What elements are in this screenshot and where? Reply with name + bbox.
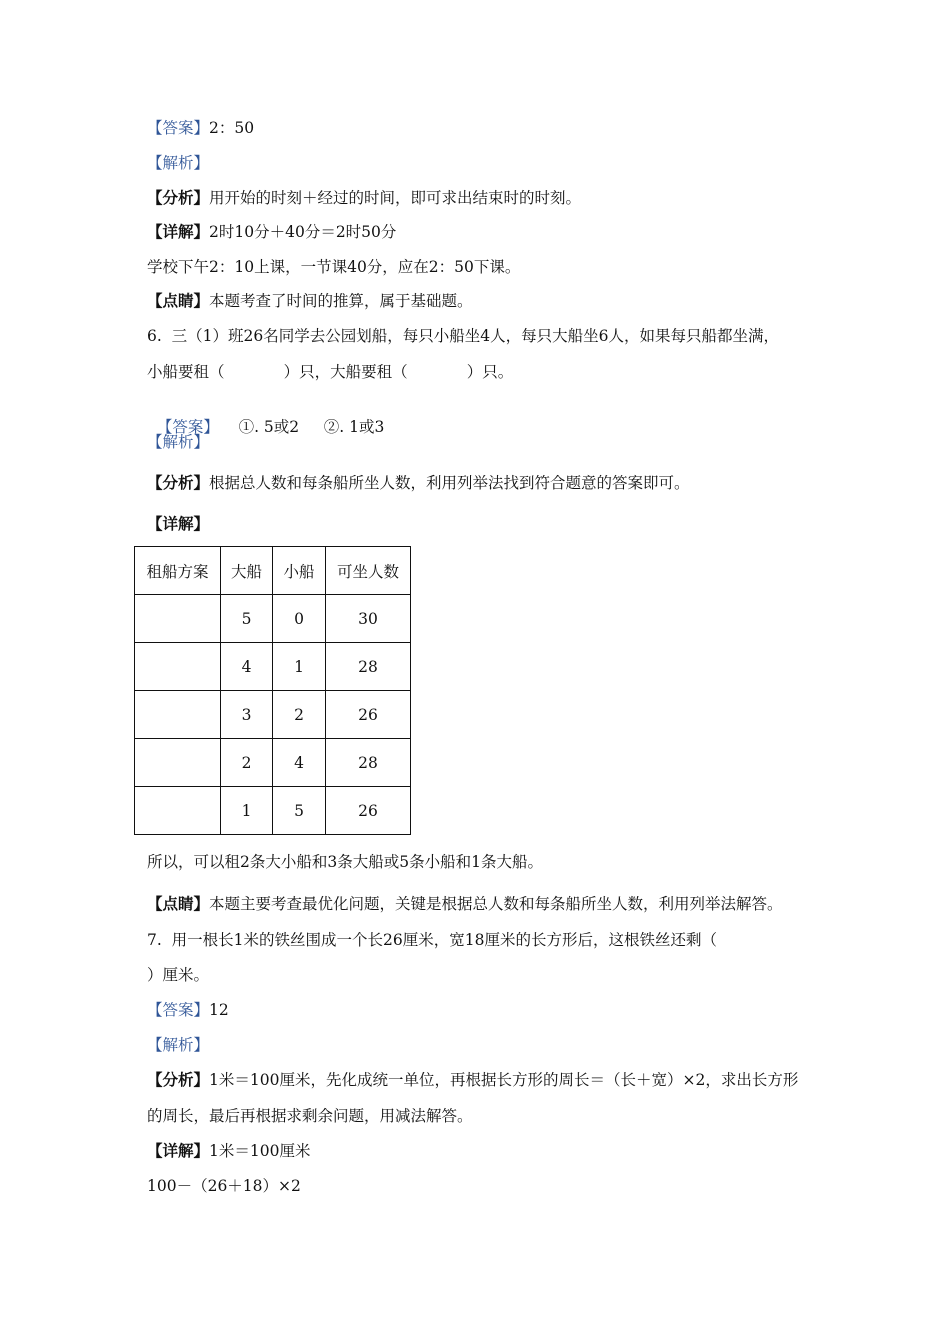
- q7-jiexi: 【解析】: [147, 1036, 210, 1054]
- q7-fenxi-line2: 的周长，最后再根据求剩余问题，用减法解答。: [147, 1107, 473, 1125]
- q6-dianjing-line: [147, 894, 783, 914]
- table-cell: [135, 787, 221, 835]
- q6-fenxi-line: [147, 473, 690, 493]
- table-row: [135, 595, 411, 643]
- q6-answer-line: [147, 397, 384, 437]
- table-header-cell: 大船: [221, 547, 273, 595]
- table-header-cell: 小船: [273, 547, 326, 595]
- fenxi-text: 1米＝100厘米，先化成统一单位，再根据长方形的周长＝（长＋宽）×2，求出长方形: [209, 1071, 799, 1089]
- table-row: [135, 787, 411, 835]
- table-cell: [135, 643, 221, 691]
- table-row: [135, 739, 411, 787]
- q6-jiexi: 【解析】: [147, 433, 210, 451]
- dianjing-tag: 【点睛】: [147, 291, 210, 310]
- xiangjie-tag: 【详解】: [147, 222, 210, 241]
- table-cell: 1: [273, 643, 326, 691]
- table-cell: 5: [221, 595, 273, 643]
- q7-question-line2: ）厘米。: [147, 966, 210, 984]
- answer-tag: 【答案】: [156, 418, 219, 436]
- table-cell: [135, 691, 221, 739]
- table-cell: 4: [221, 643, 273, 691]
- table-header-cell: 可坐人数: [326, 547, 411, 595]
- q5-jiexi: 【解析】: [147, 154, 210, 172]
- q6-xiangjie-tag: 【详解】: [147, 514, 210, 533]
- fenxi-text: 根据总人数和每条船所坐人数，利用列举法找到符合题意的答案即可。: [209, 474, 690, 492]
- table-cell: 28: [326, 739, 411, 787]
- xiangjie-tag: 【详解】: [147, 1141, 210, 1160]
- q7-fenxi-line: [147, 1070, 798, 1090]
- table-cell: 28: [326, 643, 411, 691]
- dianjing-text: 本题主要考查最优化问题，关键是根据总人数和每条船所坐人数，利用列举法解答。: [209, 895, 783, 913]
- q6-question-line1: 6. 三（1）班26名同学去公园划船，每只小船坐4人，每只大船坐6人，如果每只船都坐满，: [147, 327, 779, 345]
- table-cell: 4: [273, 739, 326, 787]
- fenxi-tag: 【分析】: [147, 473, 210, 492]
- table-header-cell: 租船方案: [135, 547, 221, 595]
- q5-fenxi-line: [147, 188, 581, 208]
- table-cell: [135, 595, 221, 643]
- fenxi-tag: 【分析】: [147, 188, 210, 207]
- q5-xiangjie-line2: 学校下午2：10上课，一节课40分，应在2：50下课。: [147, 258, 521, 276]
- boat-plan-table: [134, 546, 411, 835]
- table-cell: 3: [221, 691, 273, 739]
- q7-calc-line: 100－（26＋18）×2: [147, 1177, 301, 1195]
- answer-value: 2：50: [209, 119, 255, 137]
- table-cell: 2: [221, 739, 273, 787]
- q7-answer-line: [147, 1000, 229, 1020]
- answer-value: ①. 5或2 ②. 1或3: [218, 418, 385, 436]
- table-cell: 26: [326, 787, 411, 835]
- xiangjie-text: 2时10分＋40分＝2时50分: [209, 223, 397, 241]
- fenxi-tag: 【分析】: [147, 1070, 210, 1089]
- answer-tag: 【答案】: [147, 119, 210, 137]
- q5-dianjing-line: [147, 291, 473, 311]
- q7-question-line1: 7. 用一根长1米的铁丝围成一个长26厘米，宽18厘米的长方形后，这根铁丝还剩（: [147, 931, 717, 949]
- answer-tag: 【答案】: [147, 1001, 210, 1019]
- q6-question-line2: 小船要租（ ）只，大船要租（ ）只。: [147, 363, 514, 381]
- xiangjie-text: 1米＝100厘米: [209, 1142, 311, 1160]
- dianjing-tag: 【点睛】: [147, 894, 210, 913]
- fenxi-text: 用开始的时刻＋经过的时间，即可求出结束时的时刻。: [209, 189, 582, 207]
- table-cell: [135, 739, 221, 787]
- table-cell: 30: [326, 595, 411, 643]
- table-cell: 2: [273, 691, 326, 739]
- table-cell: 0: [273, 595, 326, 643]
- table-header-row: [135, 547, 411, 595]
- answer-value: 12: [209, 1001, 229, 1019]
- table-cell: 1: [221, 787, 273, 835]
- dianjing-text: 本题考查了时间的推算，属于基础题。: [209, 292, 473, 310]
- table-cell: 5: [273, 787, 326, 835]
- q7-xiangjie-line: [147, 1141, 310, 1161]
- table-cell: 26: [326, 691, 411, 739]
- q5-xiangjie-line: [147, 222, 396, 242]
- q5-answer-line: [147, 118, 254, 138]
- table-row: [135, 691, 411, 739]
- table-row: [135, 643, 411, 691]
- q6-conclusion: 所以，可以租2条大小船和3条大船或5条小船和1条大船。: [147, 853, 543, 871]
